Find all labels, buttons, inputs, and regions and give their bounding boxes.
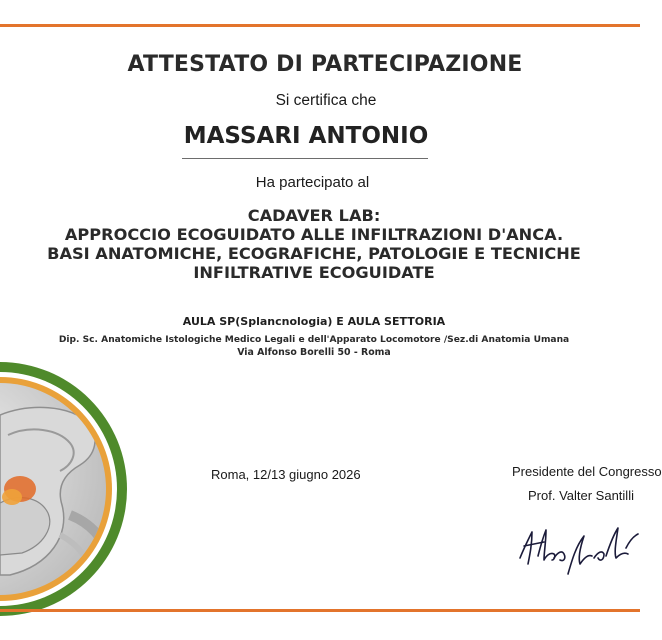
president-label: Presidente del Congresso [512,464,662,479]
certify-text: Si certifica che [275,92,377,109]
course-line-1: CADAVER LAB: [247,206,381,225]
department-text: Dip. Sc. Anatomiche Istologiche Medico Legali e dell'Apparato Locomotore /Sez.di Anatomia Umana [58,335,570,345]
course-line-3: BASI ANATOMICHE, ECOGRAFICHE, PATOLOGIE E TECNICHE [47,244,581,263]
congress-logo [0,385,130,595]
course-line-4: INFILTRATIVE ECOGUIDATE [193,263,435,282]
name-underline [182,158,428,159]
bottom-border-line [0,609,640,612]
address-text: Via Alfonso Borelli 50 - Roma [237,347,391,358]
pelvis-emblem-icon [0,385,130,595]
course-title [0,206,628,282]
participant-name: MASSARI ANTONIO [183,123,429,149]
date-place: Roma, 12/13 giugno 2026 [211,467,361,482]
course-line-2: APPROCCIO ECOGUIDATO ALLE INFILTRAZIONI D'ANCA. [64,225,564,244]
venue-text: AULA SP(Splancnologia) E AULA SETTORIA [182,315,446,328]
certificate-title: ATTESTATO DI PARTECIPAZIONE [127,52,523,77]
top-border-line [0,24,640,27]
signature-icon [514,518,640,580]
president-name: Prof. Valter Santilli [528,488,634,503]
participated-text: Ha partecipato al [255,174,370,191]
